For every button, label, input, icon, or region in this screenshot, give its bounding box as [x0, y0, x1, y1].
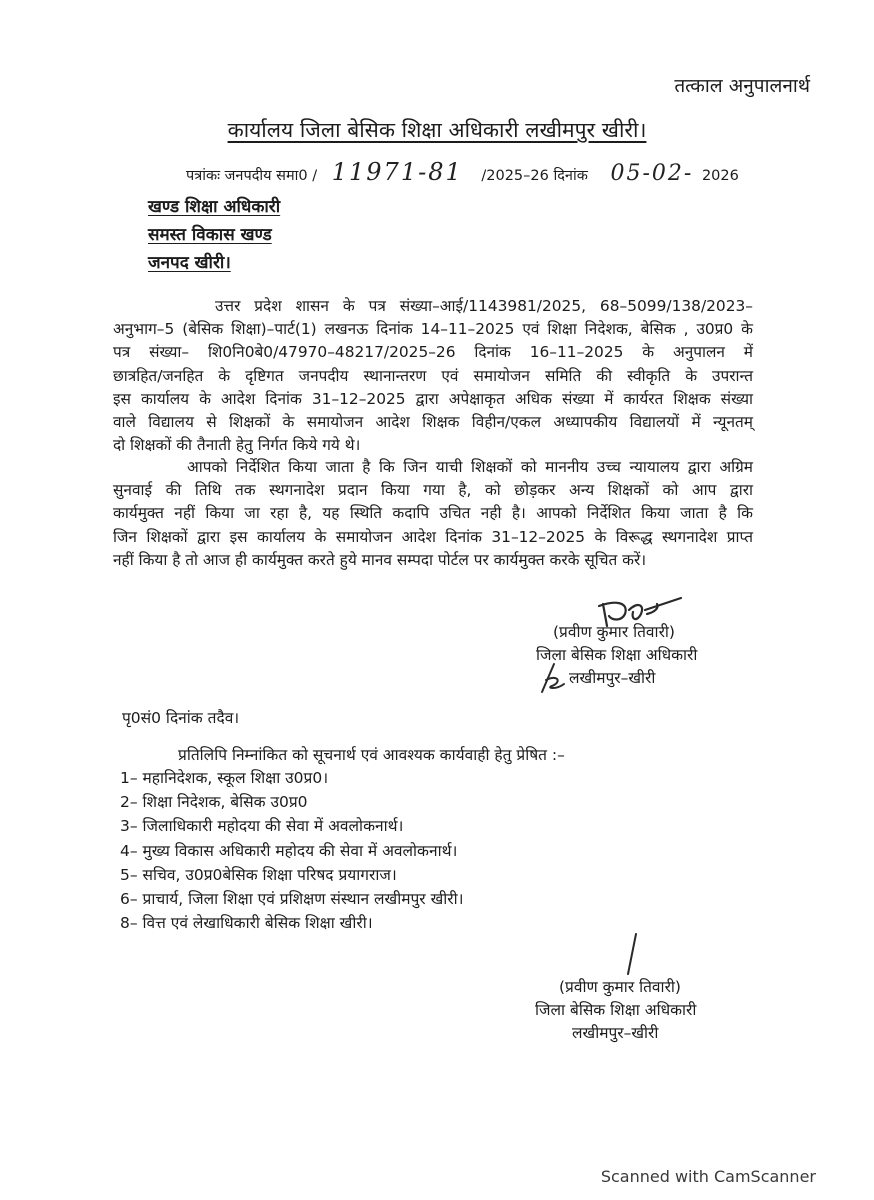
handwritten-date: 05-02-	[610, 161, 694, 186]
signature-2-designation: जिला बेसिक शिक्षा अधिकारी	[535, 1001, 697, 1019]
signature-scribble-1b	[532, 660, 572, 696]
recipient-item: 2– शिक्षा निदेशक, बेसिक उ0प्र0	[120, 793, 308, 812]
para1-line-5: इस कार्यालय के आदेश दिनांक 31–12–2025 द्वारा अपेक्षाकृत अधिक संख्या में कार्यरत शिक्षक संख्या	[113, 389, 753, 408]
office-title-text: कार्यालय जिला बेसिक शिक्षा अधिकारी लखीमपुर खीरी।	[227, 118, 647, 142]
recipient-item: 6– प्राचार्य, जिला शिक्षा एवं प्रशिक्षण संस्थान लखीमपुर खीरी।	[120, 890, 464, 909]
para2-line-1: आपको निर्देशित किया जाता है कि जिन याची शिक्षकों को माननीय उच्च न्यायालय द्वारा अग्रिम	[187, 458, 753, 476]
endorsement-intro: प्रतिलिपि निम्नांकित को सूचनार्थ एवं आवश्यक कार्यवाही हेतु प्रेषित :–	[178, 746, 565, 764]
signature-1-name: (प्रवीण कुमार तिवारी)	[553, 623, 675, 641]
addressee-line-1: खण्ड शिक्षा अधिकारी	[148, 197, 281, 217]
recipient-item: 8– वित्त एवं लेखाधिकारी बेसिक शिक्षा खीरी।	[120, 914, 373, 933]
recipient-item: 1– महानिदेशक, स्कूल शिक्षा उ0प्र0।	[120, 769, 329, 787]
signature-scribble-2	[622, 932, 642, 976]
recipient-item: 4– मुख्य विकास अधिकारी महोदय की सेवा में अवलोकनार्थ।	[120, 841, 458, 860]
addressee-line-3: जनपद खीरी।	[148, 253, 231, 273]
recipient-item: 3– जिलाधिकारी महोदया की सेवा में अवलोकनार्थ।	[120, 817, 404, 836]
para2-line-3: कार्यमुक्त नहीं किया जा रहा है, यह स्थिति कदापि उचित नही है। आपको निर्देशित किया जाता है कि	[113, 504, 753, 523]
urgent-note: तत्काल अनुपालनार्थ	[674, 75, 810, 97]
para1-line-4: छात्रहित/जनहित के दृष्टिगत जनपदीय स्थानान्तरण एवं समायोजन समिति की स्वीकृति के उपरान्त	[113, 366, 753, 385]
recipient-item: 5– सचिव, उ0प्र0बेसिक शिक्षा परिषद प्रयागराज।	[120, 865, 397, 884]
handwritten-letter-number: 11971-81	[331, 158, 463, 186]
endorsement-ref: पृ0सं0 दिनांक तदैव।	[122, 709, 240, 727]
para1-line-1: उत्तर प्रदेश शासन के पत्र संख्या–आई/1143981/2025, 68–5099/138/2023–	[215, 297, 753, 315]
signature-2-name: (प्रवीण कुमार तिवारी)	[559, 978, 681, 996]
para2-line-5: नहीं किया है तो आज ही कार्यमुक्त करते हुये मानव सम्पदा पोर्टल पर कार्यमुक्त करके सूचित करें।	[113, 550, 647, 569]
para2-line-4: जिन शिक्षकों द्वारा इस कार्यालय के समायोजन आदेश दिनांक 31–12–2025 के विरूद्ध स्थगनादेश प्राप्त	[113, 527, 753, 546]
office-title	[0, 116, 874, 144]
para1-line-6: वाले विद्यालय से शिक्षकों के समायोजन आदेश शिक्षक विहीन/एकल अध्यापकीय विद्यालयों में न्यूनतम्	[113, 413, 753, 432]
signature-2-place: लखीमपुर–खीरी	[572, 1024, 659, 1042]
reference-year: 2026	[701, 168, 739, 184]
addressee-line-2: समस्त विकास खण्ड	[148, 225, 272, 245]
reference-prefix: पत्रांकः जनपदीय समा0 /	[186, 168, 318, 184]
body-paragraph-1	[113, 295, 753, 457]
para1-line-3: पत्र संख्या– शि0नि0बे0/47970–48217/2025–26 दिनांक 16–11–2025 के अनुपालन में	[113, 343, 753, 362]
recipient-list	[120, 766, 464, 935]
signature-1-place: लखीमपुर–खीरी	[569, 669, 656, 687]
reference-year-part: /2025–26 दिनांक	[481, 168, 588, 184]
para1-line-2: अनुभाग–5 (बेसिक शिक्षा)–पार्ट(1) लखनऊ दिनांक 14–11–2025 एवं शिक्षा निदेशक, बेसिक , उ0प्र0 के	[113, 320, 753, 339]
body-paragraph-2	[113, 456, 753, 572]
signature-1-designation: जिला बेसिक शिक्षा अधिकारी	[536, 646, 698, 664]
para1-line-7: दो शिक्षकों की तैनाती हेतु निर्गत किये गये थे।	[113, 436, 361, 455]
camscanner-watermark: Scanned with CamScanner	[600, 1167, 816, 1186]
reference-line	[186, 158, 739, 186]
para2-line-2: सुनवाई की तिथि तक स्थगनादेश प्रदान किया गया है, को छोड़कर अन्य शिक्षकों को आप द्वारा	[113, 481, 753, 500]
